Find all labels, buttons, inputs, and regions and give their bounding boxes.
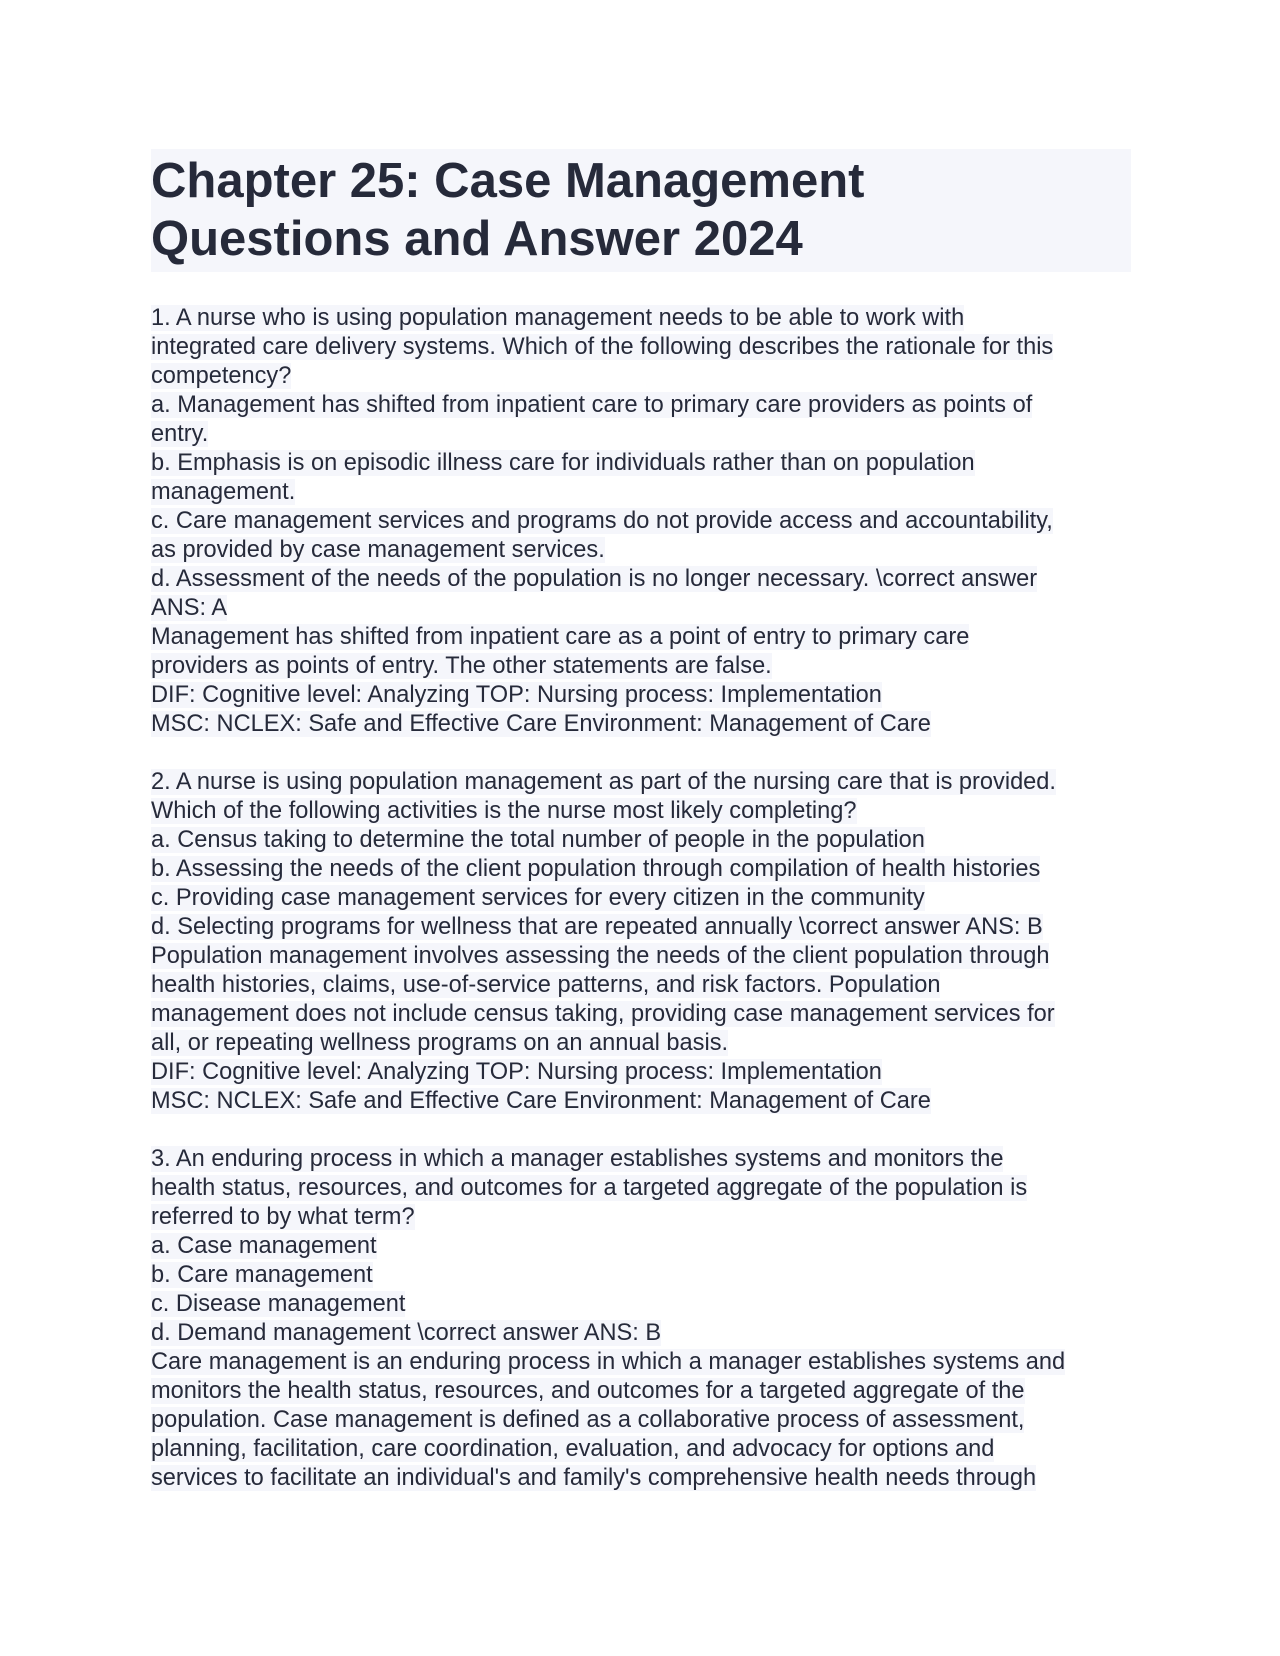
text-line-content: c. Disease management (151, 1291, 406, 1317)
text-line (151, 478, 1131, 507)
text-line (151, 565, 1131, 594)
text-line (151, 797, 1131, 826)
text-line-content: ANS: A (151, 595, 228, 621)
title-line-2: Questions and Answer 2024 (151, 212, 803, 266)
text-line (151, 768, 1131, 797)
text-line-content: management does not include census taking, providing case management services for (151, 1001, 1055, 1027)
text-line-content: services to facilitate an individual's and family's comprehensive health needs through (151, 1465, 1037, 1491)
text-line (151, 1464, 1131, 1493)
text-line-content: entry. (151, 421, 209, 447)
text-line (151, 1145, 1131, 1174)
text-line (151, 1174, 1131, 1203)
text-line (151, 971, 1131, 1000)
text-line (151, 942, 1131, 971)
text-line (151, 681, 1131, 710)
text-line-content: b. Emphasis is on episodic illness care for individuals rather than on population (151, 450, 975, 476)
title-line-1: Chapter 25: Case Management (151, 154, 865, 208)
text-line (151, 1232, 1131, 1261)
text-line-content: d. Demand management \correct answer ANS: B (151, 1320, 662, 1346)
text-line-content: a. Census taking to determine the total number of people in the population (151, 827, 925, 853)
text-line-content: Management has shifted from inpatient care as a point of entry to primary care (151, 624, 970, 650)
document-page (151, 149, 1131, 1493)
text-line (151, 1290, 1131, 1319)
text-line-content: 1. A nurse who is using population management needs to be able to work with (151, 305, 965, 331)
question-block-2 (151, 768, 1131, 1116)
text-line-content: Care management is an enduring process in which a manager establishes systems and (151, 1349, 1066, 1375)
text-line-content: MSC: NCLEX: Safe and Effective Care Environment: Management of Care (151, 711, 931, 737)
question-block-3 (151, 1145, 1131, 1493)
text-line (151, 536, 1131, 565)
text-line (151, 362, 1131, 391)
document-title-block (151, 149, 1131, 272)
text-line-content: health status, resources, and outcomes for a targeted aggregate of the population is (151, 1175, 1028, 1201)
text-line (151, 652, 1131, 681)
text-line (151, 884, 1131, 913)
text-line (151, 1029, 1131, 1058)
text-line-content: a. Case management (151, 1233, 377, 1259)
document-title (151, 152, 1131, 268)
text-line (151, 1058, 1131, 1087)
text-line (151, 1261, 1131, 1290)
text-line-content: DIF: Cognitive level: Analyzing TOP: Nursing process: Implementation (151, 1059, 882, 1085)
text-line (151, 913, 1131, 942)
text-line-content: competency? (151, 363, 292, 389)
text-line-content: all, or repeating wellness programs on an annual basis. (151, 1030, 729, 1056)
text-line (151, 1377, 1131, 1406)
text-line (151, 1406, 1131, 1435)
text-line-content: monitors the health status, resources, and outcomes for a targeted aggregate of the (151, 1378, 1025, 1404)
text-line-content: Which of the following activities is the nurse most likely completing? (151, 798, 857, 824)
text-line-content: d. Selecting programs for wellness that are repeated annually \correct answer ANS: B (151, 914, 1043, 940)
text-line (151, 1435, 1131, 1464)
text-line-content: planning, facilitation, care coordination, evaluation, and advocacy for options and (151, 1436, 995, 1462)
text-line-content: b. Care management (151, 1262, 373, 1288)
text-line (151, 449, 1131, 478)
text-line-content: population. Case management is defined as a collaborative process of assessment, (151, 1407, 1025, 1433)
text-line (151, 623, 1131, 652)
text-line (151, 1087, 1131, 1116)
text-line (151, 1000, 1131, 1029)
text-line (151, 855, 1131, 884)
text-line-content: d. Assessment of the needs of the population is no longer necessary. \correct answer (151, 566, 1038, 592)
text-line (151, 1319, 1131, 1348)
text-line-content: c. Providing case management services for every citizen in the community (151, 885, 925, 911)
paragraph-gap (151, 739, 1131, 768)
text-line-content: referred to by what term? (151, 1204, 415, 1230)
text-line-content: health histories, claims, use-of-service patterns, and risk factors. Population (151, 972, 941, 998)
text-line (151, 420, 1131, 449)
text-line-content: integrated care delivery systems. Which of the following describes the rationale for this (151, 334, 1054, 360)
text-line (151, 710, 1131, 739)
text-line-content: a. Management has shifted from inpatient care to primary care providers as points of (151, 392, 1033, 418)
text-line (151, 333, 1131, 362)
text-line (151, 594, 1131, 623)
text-line-content: b. Assessing the needs of the client population through compilation of health histories (151, 856, 1041, 882)
text-line-content: 2. A nurse is using population management as part of the nursing care that is provided. (151, 769, 1056, 795)
text-line-content: management. (151, 479, 296, 505)
text-line (151, 391, 1131, 420)
text-line-content: Population management involves assessing the needs of the client population through (151, 943, 1050, 969)
text-line-content: 3. An enduring process in which a manager establishes systems and monitors the (151, 1146, 1004, 1172)
text-line (151, 1203, 1131, 1232)
text-line (151, 507, 1131, 536)
paragraph-gap (151, 1116, 1131, 1145)
text-line-content: as provided by case management services. (151, 537, 605, 563)
text-line (151, 304, 1131, 333)
text-line (151, 1348, 1131, 1377)
text-line-content: MSC: NCLEX: Safe and Effective Care Environment: Management of Care (151, 1088, 931, 1114)
text-line-content: DIF: Cognitive level: Analyzing TOP: Nursing process: Implementation (151, 682, 882, 708)
text-line (151, 826, 1131, 855)
question-block-1 (151, 304, 1131, 739)
text-line-content: providers as points of entry. The other statements are false. (151, 653, 772, 679)
document-body (151, 304, 1131, 1493)
text-line-content: c. Care management services and programs do not provide access and accountability, (151, 508, 1053, 534)
